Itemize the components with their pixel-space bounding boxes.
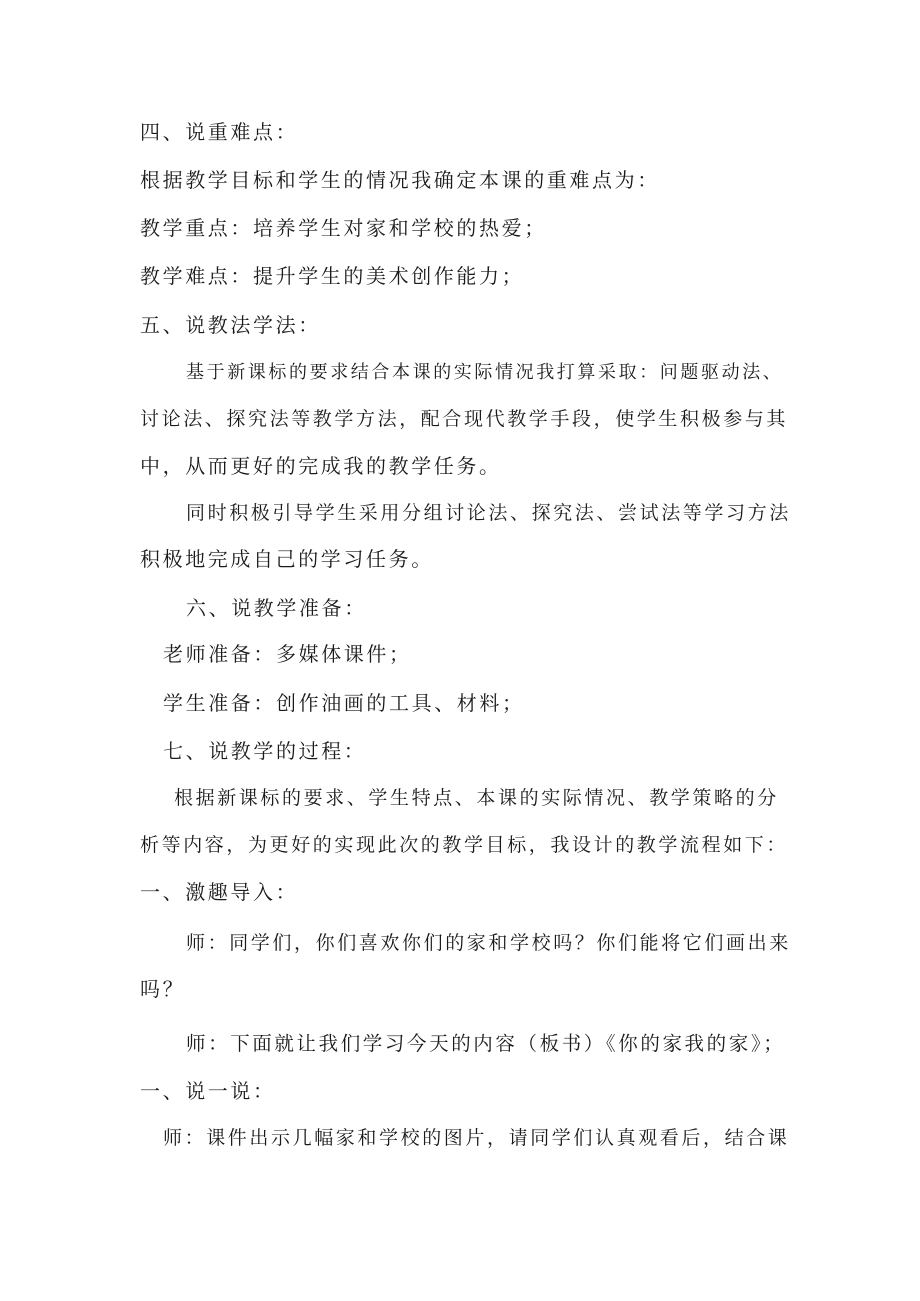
paragraph-line: 吗？ [140, 977, 186, 1001]
paragraph-line: 积极地完成自己的学习任务。 [140, 547, 434, 571]
paragraph-line: 学生准备：创作油画的工具、材料； [163, 691, 525, 715]
paragraph-line: 老师准备：多媒体课件； [163, 642, 412, 666]
paragraph-line: 师：下面就让我们学习今天的内容（板书）《你的家我的家》； [186, 1032, 786, 1055]
heading-warm-up: 一、激趣导入： [140, 880, 299, 904]
paragraph-line: 根据教学目标和学生的情况我确定本课的重难点为： [140, 168, 660, 192]
paragraph-line: 师：同学们，你们喜欢你们的家和学校吗？你们能将它们画出来 [186, 932, 791, 954]
heading-teaching-methods: 五、说教法学法： [140, 313, 321, 337]
heading-teaching-preparation: 六、说教学准备： [186, 596, 367, 620]
heading-key-difficult-points: 四、说重难点： [140, 120, 299, 144]
paragraph-line: 根据新课标的要求、学生特点、本课的实际情况、教学策略的分 [174, 787, 779, 809]
paragraph-line: 基于新课标的要求结合本课的实际情况我打算采取：问题驱动法、 [186, 362, 784, 383]
paragraph-line: 师：课件出示几幅家和学校的图片，请同学们认真观看后，结合课 [163, 1127, 790, 1149]
heading-teaching-process: 七、说教学的过程： [163, 739, 367, 763]
paragraph-line: 教学重点：培养学生对家和学校的热爱； [140, 216, 547, 240]
paragraph-line: 讨论法、探究法等教学方法，配合现代教学手段，使学生积极参与其 [140, 408, 789, 430]
heading-discussion: 一、说一说： [140, 1079, 276, 1103]
paragraph-line: 析等内容，为更好的实现此次的教学目标，我设计的教学流程如下： [140, 834, 789, 856]
paragraph-line: 同时积极引导学生采用分组讨论法、探究法、尝试法等学习方法 [186, 502, 791, 524]
paragraph-line: 教学难点：提升学生的美术创作能力； [140, 264, 525, 288]
paragraph-line: 中，从而更好的完成我的教学任务。 [140, 454, 502, 478]
